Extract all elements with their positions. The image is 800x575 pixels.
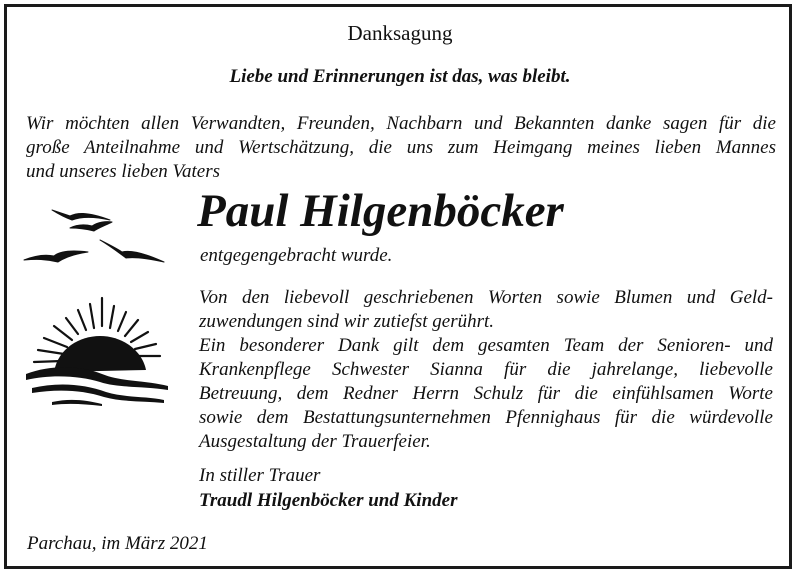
motto: Liebe und Erinnerungen ist das, was bleibt. — [229, 66, 571, 87]
place-date: Parchau, im März 2021 — [27, 533, 208, 554]
flying-birds-icon — [22, 202, 172, 272]
thanks-line: Ausgestaltung der Trauerfeier. — [199, 431, 431, 452]
deceased-name: Paul Hilgenböcker — [197, 185, 564, 237]
intro-line: große Anteilnahme und Wertschätzung, die uns zum Heimgang meines lieben Mannes — [26, 137, 776, 158]
thanks-line: Ein besonderer Dank gilt dem gesamten Team der Senioren- und — [199, 335, 773, 356]
bird-icon — [52, 210, 110, 220]
family-signature: Traudl Hilgenböcker und Kinder — [199, 490, 458, 511]
thanks-line: Von den liebevoll geschriebenen Worten sowie Blumen und Geld- — [199, 287, 773, 308]
bird-icon — [70, 222, 112, 231]
bird-icon — [24, 251, 88, 262]
received-text: entgegengebracht wurde. — [200, 245, 393, 266]
notice-title: Danksagung — [347, 21, 453, 45]
thanks-paragraph — [199, 286, 773, 454]
intro-line: Wir möchten allen Verwandten, Freunden, Nachbarn und Bekannten danke sagen für die — [26, 113, 776, 134]
thanks-line: sowie dem Bestattungsunternehmen Pfennighaus für die würdevolle — [199, 407, 773, 428]
intro-paragraph — [26, 112, 776, 184]
sunset-over-hills-icon — [22, 290, 172, 410]
thanks-line: zuwendungen sind wir zutiefst gerührt. — [199, 311, 495, 332]
thanks-line: Krankenpflege Schwester Sianna für die jahrelange, liebevolle — [199, 359, 773, 380]
intro-line: und unseres lieben Vaters — [26, 161, 221, 182]
thanks-line: Betreuung, dem Redner Herrn Schulz für die einfühlsamen Worte — [199, 383, 773, 404]
bird-icon — [100, 240, 164, 262]
signoff: In stiller Trauer — [199, 465, 321, 486]
